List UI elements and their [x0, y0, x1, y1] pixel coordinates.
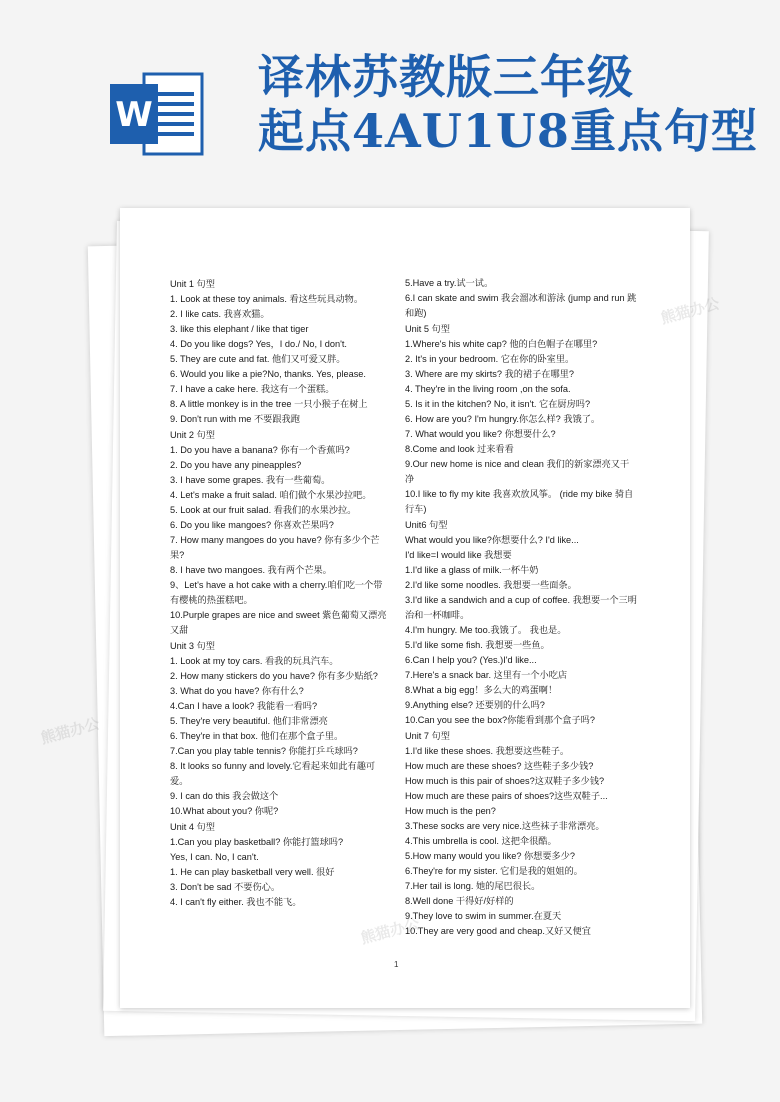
sentence-line: 10.Purple grapes are nice and sweet 紫色葡萄又漂亮又甜 [170, 610, 387, 635]
sentence-line: 6.They're for my sister. 它们是我的姐姐的。 [405, 866, 583, 876]
sentence-line: 2. How many stickers do you have? 你有多少贴纸? [170, 671, 378, 681]
sentence-line: 7.Can you play table tennis? 你能打乒乓球吗? [170, 746, 358, 756]
header [0, 0, 780, 190]
unit-heading: Unit6 句型 [405, 520, 448, 530]
sentence-line: 10.What about you? 你呢? [170, 806, 279, 816]
sentence-line: 3. Where are my skirts? 我的裙子在哪里? [405, 369, 574, 379]
sentence-line: 7. How many mangoes do you have? 你有多少个芒果? [170, 535, 380, 560]
sentence-line: 8. It looks so funny and lovely.它看起来如此有趣可爱。 [170, 761, 376, 786]
sentence-line: 1. Do you have a banana? 你有一个香蕉吗? [170, 445, 350, 455]
sentence-line: How much is the pen? [405, 806, 496, 816]
sentence-line: 9.Anything else? 还要别的什么吗? [405, 700, 545, 710]
sentence-line: 7.Her tail is long. 她的尾巴很长。 [405, 881, 541, 891]
unit-heading: Unit 5 句型 [405, 324, 450, 334]
sentence-line: 5. Look at our fruit salad. 看我们的水果沙拉。 [170, 505, 357, 515]
left-column [170, 276, 390, 910]
sentence-line: Yes, I can. No, I can't. [170, 852, 259, 862]
sentence-line: 4.I'm hungry. Me too.我饿了。 我也是。 [405, 625, 567, 635]
sentence-line: 5.Have a try.试一试。 [405, 278, 494, 288]
svg-text:W: W [115, 95, 153, 135]
sentence-line: 1.Can you play basketball? 你能打篮球吗? [170, 837, 344, 847]
sentence-line: How much is this pair of shoes?这双鞋子多少钱? [405, 776, 605, 786]
sentence-line: 7. What would you like? 你想要什么? [405, 429, 556, 439]
sentence-line: 9. Don't run with me 不要跟我跑 [170, 414, 300, 424]
title-line-1: 译林苏教版三年级 [258, 50, 634, 104]
sentence-line: 5. Is it in the kitchen? No, it isn't. 它在厨房吗? [405, 399, 591, 409]
sentence-line: 6.Can I help you? (Yes.)I'd like... [405, 655, 537, 665]
sentence-line: 6. How are you? I'm hungry.你怎么样? 我饿了。 [405, 414, 601, 424]
sentence-line: 3. I have some grapes. 我有一些葡萄。 [170, 475, 331, 485]
sentence-line: 1. Look at these toy animals. 看这些玩具动物。 [170, 294, 364, 304]
unit-heading: Unit 7 句型 [405, 731, 450, 741]
page-title [258, 50, 758, 158]
unit-heading: Unit 4 句型 [170, 822, 215, 832]
sentence-line: 2. Do you have any pineapples? [170, 460, 302, 470]
sentence-line: 4. Let's make a fruit salad. 咱们做个水果沙拉吧。 [170, 490, 372, 500]
sentence-line: 6. Would you like a pie?No, thanks. Yes, please. [170, 369, 366, 379]
sentence-line: 2. I like cats. 我喜欢猫。 [170, 309, 270, 319]
sentence-line: 4. I can't fly either. 我也不能飞。 [170, 897, 302, 907]
sentence-line: 5.I'd like some fish. 我想要一些鱼。 [405, 640, 550, 650]
sentence-line: 3.These socks are very nice.这些袜子非常漂亮。 [405, 821, 605, 831]
sentence-line: 1. Look at my toy cars. 看我的玩具汽车。 [170, 656, 339, 666]
sentence-line: I'd like=I would like 我想要 [405, 550, 512, 560]
sentence-line: 6. They're in that box. 他们在那个盒子里。 [170, 731, 344, 741]
sentence-line: 9.Our new home is nice and clean 我们的新家漂亮又干净 [405, 459, 630, 484]
watermark: 熊猫办公 [39, 715, 102, 748]
page-number: 1 [394, 960, 399, 969]
sentence-line: 8. I have two mangoes. 我有两个芒果。 [170, 565, 332, 575]
sentence-line: 1. He can play basketball very well. 很好 [170, 867, 335, 877]
sentence-line: 7. I have a cake here. 我这有一个蛋糕。 [170, 384, 335, 394]
sentence-line: 1.I'd like these shoes. 我想要这些鞋子。 [405, 746, 570, 756]
sentence-line: 4.Can I have a look? 我能看一看吗? [170, 701, 318, 711]
sentence-line: 9.They love to swim in summer.在夏天 [405, 911, 562, 921]
sentence-line: What would you like?你想要什么? I'd like... [405, 535, 579, 545]
sentence-line: 8.Well done 干得好/好样的 [405, 896, 514, 906]
title-line-2: 起点4AU1U8重点句型 [258, 104, 758, 158]
sentence-line: 10.They are very good and cheap.又好又便宜 [405, 926, 591, 936]
unit-heading: Unit 1 句型 [170, 279, 215, 289]
sentence-line: 3. Don't be sad 不要伤心。 [170, 882, 281, 892]
sentence-line: 9、Let's have a hot cake with a cherry.咱们吃一个带有樱桃的热蛋糕吧。 [170, 580, 383, 605]
document-page [120, 208, 690, 1008]
unit-heading: Unit 3 句型 [170, 641, 215, 651]
sentence-line: 8.Come and look 过来看看 [405, 444, 514, 454]
sentence-line: 10.Can you see the box?你能看到那个盒子吗? [405, 715, 595, 725]
sentence-line: 4. They're in the living room ,on the sofa. [405, 384, 571, 394]
sentence-line: 2.I'd like some noodles. 我想要一些面条。 [405, 580, 577, 590]
sentence-line: 5.How many would you like? 你想要多少? [405, 851, 576, 861]
sentence-line: How much are these pairs of shoes?这些双鞋子... [405, 791, 608, 801]
right-column [405, 276, 637, 939]
sentence-line: 6. Do you like mangoes? 你喜欢芒果吗? [170, 520, 334, 530]
sentence-line: 3.I'd like a sandwich and a cup of coffee. 我想要一个三明治和一杯咖啡。 [405, 595, 637, 620]
sentence-line: How much are these shoes? 这些鞋子多少钱? [405, 761, 594, 771]
sentence-line: 1.Where's his white cap? 他的白色帽子在哪里? [405, 339, 598, 349]
word-document-icon [110, 70, 206, 158]
sentence-line: 3. like this elephant / like that tiger [170, 324, 309, 334]
sentence-line: 7.Here's a snack bar. 这里有一个小吃店 [405, 670, 568, 680]
sentence-line: 5. They are cute and fat. 他们又可爱又胖。 [170, 354, 346, 364]
sentence-line: 6.I can skate and swim 我会溜冰和游泳 (jump and run 跳和跑) [405, 293, 637, 318]
sentence-line: 8. A little monkey is in the tree 一只小猴子在树上 [170, 399, 368, 409]
unit-heading: Unit 2 句型 [170, 430, 215, 440]
sentence-line: 4. Do you like dogs? Yes，I do./ No, I don't. [170, 339, 347, 349]
sentence-line: 10.I like to fly my kite 我喜欢放风筝。 (ride my bike 骑自行车) [405, 489, 634, 514]
sentence-line: 9. I can do this 我会做这个 [170, 791, 279, 801]
sentence-line: 3. What do you have? 你有什么? [170, 686, 304, 696]
sentence-line: 4.This umbrella is cool. 这把伞很酷。 [405, 836, 557, 846]
sentence-line: 1.I'd like a glass of milk.一杯牛奶 [405, 565, 539, 575]
sentence-line: 8.What a big egg！多么大的鸡蛋啊！ [405, 685, 558, 695]
sentence-line: 5. They're very beautiful. 他们非常漂亮 [170, 716, 328, 726]
sentence-line: 2. It's in your bedroom. 它在你的卧室里。 [405, 354, 575, 364]
